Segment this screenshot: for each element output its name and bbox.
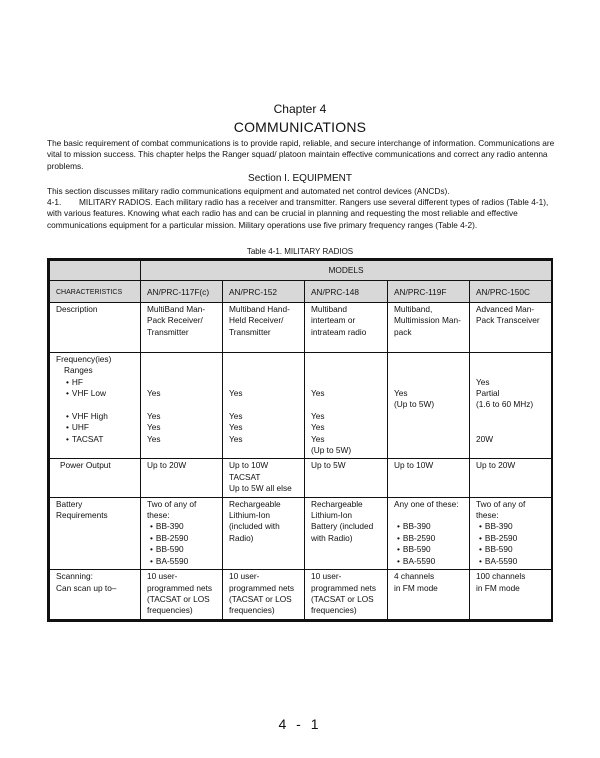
frequency-label: Frequency(ies)	[56, 353, 112, 364]
battery-row	[50, 497, 552, 569]
description-cell: Multiband, Multimission Man-pack	[388, 302, 470, 352]
value: Yes	[229, 422, 243, 433]
value: frequencies)	[229, 605, 275, 616]
value: (1.6 to 60 MHz)	[476, 399, 534, 410]
scanning-cell	[141, 570, 223, 620]
value: Yes	[229, 410, 243, 421]
value: in FM mode	[394, 582, 438, 593]
value: Lithium-Ion	[311, 510, 353, 521]
value: these:	[147, 510, 170, 521]
row-label	[50, 352, 141, 459]
scanning-label: Can scan up to–	[56, 582, 117, 593]
value: Yes	[311, 433, 325, 444]
paragraph-4-1	[47, 197, 557, 231]
value: programmed nets	[311, 582, 377, 593]
frequency-row	[50, 352, 552, 459]
battery-item: • BB-590	[476, 544, 547, 555]
value: Yes	[229, 387, 243, 398]
frequency-cell	[223, 352, 305, 459]
battery-label: Requirements	[56, 510, 108, 521]
description-cell: Advanced Man-Pack Transceiver	[470, 302, 552, 352]
battery-item: • BA-5590	[476, 556, 547, 567]
battery-item: • BA-5590	[147, 556, 218, 567]
power-cell	[223, 459, 305, 497]
model-name: AN/PRC-150C	[470, 281, 552, 302]
battery-item: • BA-5590	[394, 556, 465, 567]
band-label: • VHF Low	[56, 388, 136, 399]
value: 100 channels	[476, 571, 526, 582]
value: Radio)	[229, 532, 254, 543]
value: Partial	[476, 388, 500, 398]
paragraph-number: 4-1.	[47, 197, 62, 207]
value: 4 channels	[394, 571, 435, 582]
description-cell: Multiband interteam or intrateam radio	[305, 302, 388, 352]
power-cell: Up to 10W	[388, 459, 470, 497]
battery-item: • BB-590	[394, 544, 465, 555]
battery-cell	[470, 497, 552, 569]
battery-item: • BB-390	[147, 521, 218, 532]
value: Two of any of	[476, 498, 526, 509]
row-label	[50, 497, 141, 569]
model-name: AN/PRC-119F	[388, 281, 470, 302]
value: (TACSAT or LOS	[147, 593, 210, 604]
scanning-cell	[223, 570, 305, 620]
frequency-cell	[305, 352, 388, 459]
value: Yes	[311, 387, 325, 398]
battery-cell	[141, 497, 223, 569]
value: Yes	[311, 422, 325, 433]
value: Yes	[147, 422, 161, 433]
value: Two of any of	[147, 498, 197, 509]
model-name: AN/PRC-148	[305, 281, 388, 302]
value: Yes	[147, 387, 161, 398]
scanning-cell	[305, 570, 388, 620]
value: 10 user-	[311, 571, 342, 582]
row-label	[50, 459, 141, 497]
battery-item: • BB-590	[147, 544, 218, 555]
value: Yes	[476, 376, 490, 387]
battery-item: • BB-2590	[147, 533, 218, 544]
power-cell: Up to 20W	[141, 459, 223, 497]
value: these:	[476, 510, 499, 521]
section-title: Section I. EQUIPMENT	[248, 173, 352, 184]
value: Yes	[147, 410, 161, 421]
value: TACSAT	[229, 471, 261, 482]
chapter-label: Chapter 4	[273, 102, 327, 116]
band-label: • HF	[56, 377, 136, 388]
value: Up to 10W	[229, 460, 269, 471]
value: with Radio)	[311, 532, 353, 543]
battery-item: • BB-390	[394, 521, 465, 532]
value: Up to 5W all else	[229, 483, 292, 494]
power-label: Power Output	[60, 460, 111, 471]
paragraph-text: MILITARY RADIOS. Each military radio has a receiver and transmitter. Rangers use several different types of radios (Table 4-1), with various features. Knowing what each radio has and can be crucial in planning and requesting the most reliable and effective communications equipment for a particular mission. Military operations use five primary frequency ranges (Table 4-2).	[47, 197, 549, 230]
power-cell: Up to 20W	[470, 459, 552, 497]
characteristics-header: CHARACTERISTICS	[50, 281, 141, 302]
value: 10 user-	[147, 571, 178, 582]
page-number: 4 - 1	[278, 716, 322, 732]
value: (Up to 5W)	[311, 445, 352, 455]
battery-cell	[305, 497, 388, 569]
value: Any one of these:	[394, 498, 459, 509]
value: Yes	[147, 433, 161, 444]
radios-table	[47, 258, 553, 622]
value: Yes	[229, 433, 243, 444]
model-name: AN/PRC-117F(c)	[141, 281, 223, 302]
scanning-row	[50, 570, 552, 620]
value: Rechargeable	[229, 498, 281, 509]
value: (Up to 5W)	[394, 399, 435, 410]
band-label: • UHF	[56, 422, 136, 433]
header-blank-cell	[50, 261, 141, 281]
chapter-title: COMMUNICATIONS	[233, 119, 367, 135]
value: (TACSAT or LOS	[229, 593, 292, 604]
scanning-label: Scanning:	[56, 571, 93, 582]
row-label: Description	[50, 302, 141, 352]
value: (included with	[229, 521, 280, 532]
battery-cell	[223, 497, 305, 569]
row-label	[50, 570, 141, 620]
scanning-cell	[388, 570, 470, 620]
value: 10 user-	[229, 571, 260, 582]
value: Battery (included	[311, 521, 374, 532]
frequency-cell	[141, 352, 223, 459]
battery-cell	[388, 497, 470, 569]
frequency-cell	[388, 352, 470, 459]
scanning-cell	[470, 570, 552, 620]
value: 20W	[476, 433, 494, 444]
ranges-label: Ranges	[64, 365, 93, 376]
value: frequencies)	[311, 605, 357, 616]
value: Rechargeable	[311, 498, 363, 509]
section-intro: This section discusses military radio communications equipment and automated net control devices (ANCDs).	[47, 186, 450, 196]
value: in FM mode	[476, 582, 520, 593]
battery-item: • BB-2590	[394, 533, 465, 544]
description-cell: Multiband Hand-Held Receiver/ Transmitter	[223, 302, 305, 352]
band-label: • TACSAT	[56, 434, 136, 445]
battery-item: • BB-2590	[476, 533, 547, 544]
power-row	[50, 459, 552, 497]
power-cell: Up to 5W	[305, 459, 388, 497]
battery-item: • BB-390	[476, 521, 547, 532]
band-label: • VHF High	[56, 411, 136, 422]
description-row	[50, 302, 552, 352]
models-header: MODELS	[141, 261, 552, 281]
battery-label: Battery	[56, 498, 83, 509]
value: programmed nets	[229, 582, 295, 593]
value: frequencies)	[147, 605, 193, 616]
frequency-cell	[470, 352, 552, 459]
value: Lithium-Ion	[229, 510, 271, 521]
table-header-row	[50, 261, 552, 281]
value: Yes	[311, 410, 325, 421]
intro-paragraph: The basic requirement of combat communications is to provide rapid, reliable, and secure interchange of information. Communications are vital to mission success. This chapter helps the Ranger squad/ platoon maintain effective communications and correct any radio antenna problems.	[47, 138, 555, 171]
description-cell: MultiBand Man-Pack Receiver/ Transmitter	[141, 302, 223, 352]
value: (TACSAT or LOS	[311, 593, 374, 604]
model-name: AN/PRC-152	[223, 281, 305, 302]
value: Yes	[394, 387, 408, 398]
model-names-row	[50, 281, 552, 302]
value: programmed nets	[147, 582, 213, 593]
table-caption: Table 4-1. MILITARY RADIOS	[246, 247, 354, 256]
